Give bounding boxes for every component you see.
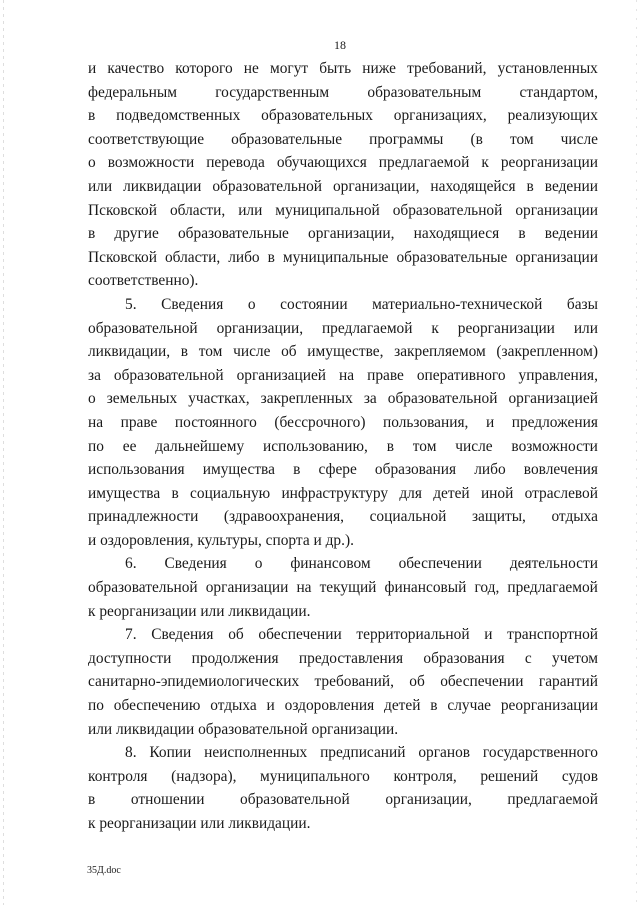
line-text: и оздоровления, культуры, спорта и др.). bbox=[88, 531, 354, 549]
word: за bbox=[363, 390, 377, 408]
word: соответствующие bbox=[88, 130, 205, 148]
word: образовательной bbox=[88, 579, 198, 597]
word: ведении bbox=[544, 225, 598, 243]
word: о bbox=[247, 295, 256, 313]
word: организации, bbox=[308, 225, 395, 243]
word: обеспечении bbox=[258, 626, 342, 644]
word: в bbox=[180, 343, 189, 361]
word: предложения bbox=[511, 413, 598, 431]
word: материально-технической bbox=[372, 295, 543, 313]
word: либо bbox=[474, 461, 506, 479]
text-line bbox=[88, 647, 598, 671]
word: другие bbox=[114, 225, 159, 243]
word: реорганизации bbox=[500, 697, 598, 715]
word: 8. bbox=[125, 744, 137, 762]
word: муниципального bbox=[260, 767, 370, 785]
word: использованию, bbox=[262, 437, 368, 455]
document-body bbox=[88, 57, 598, 836]
word: Копии bbox=[149, 744, 192, 762]
text-line bbox=[88, 505, 598, 529]
word: государственного bbox=[482, 744, 598, 762]
line-text: или ликвидации образовательной организации. bbox=[88, 720, 399, 738]
word: неисполненных bbox=[204, 744, 308, 762]
word: принадлежности bbox=[88, 508, 199, 526]
word: решений bbox=[480, 767, 539, 785]
scan-edge-right bbox=[636, 0, 637, 905]
line-text: к реорганизации или ликвидации. bbox=[88, 602, 311, 620]
word: финансовый bbox=[384, 579, 467, 597]
word: контроля bbox=[88, 767, 148, 785]
line-text: к реорганизации или ликвидации. bbox=[88, 815, 311, 832]
word: инфраструктуру bbox=[281, 484, 389, 502]
text-line bbox=[88, 128, 598, 152]
word: праве bbox=[120, 413, 158, 431]
word: и bbox=[266, 697, 275, 715]
word: качество bbox=[107, 60, 165, 77]
word: (здравоохранения, bbox=[223, 508, 345, 526]
word: находящиеся bbox=[413, 225, 500, 243]
word: об bbox=[409, 673, 425, 691]
word: детей bbox=[384, 697, 421, 715]
word: в bbox=[88, 791, 96, 809]
word: закрепляемом bbox=[394, 343, 486, 361]
word: организации bbox=[515, 248, 598, 266]
word: муниципальной bbox=[275, 201, 380, 219]
word: 7. bbox=[125, 626, 137, 644]
word: или bbox=[238, 201, 263, 219]
word: 5. bbox=[125, 295, 137, 313]
word: числе bbox=[233, 343, 271, 361]
word: праве bbox=[367, 366, 404, 384]
word: в bbox=[518, 225, 526, 243]
word: организации bbox=[205, 579, 289, 597]
text-line bbox=[88, 269, 598, 293]
word: Сведения bbox=[164, 555, 227, 573]
word: быть bbox=[319, 60, 352, 77]
paragraph-item-7 bbox=[88, 623, 598, 741]
word: оперативного bbox=[416, 366, 506, 384]
text-line bbox=[88, 670, 598, 694]
word: могут bbox=[269, 60, 309, 77]
word: о bbox=[254, 555, 263, 573]
word: социальной bbox=[369, 508, 447, 526]
word: закрепленных bbox=[260, 390, 353, 408]
word: предлагаемой bbox=[378, 154, 470, 172]
paragraph-item-6 bbox=[88, 552, 598, 623]
word: в bbox=[386, 437, 394, 455]
text-line bbox=[88, 411, 598, 435]
word: доступности bbox=[88, 649, 172, 667]
word: пользования, bbox=[382, 413, 469, 431]
line-text: соответственно). bbox=[88, 272, 199, 290]
word: постоянного bbox=[174, 413, 257, 431]
word: образовательные bbox=[231, 130, 343, 148]
word: отношении bbox=[130, 791, 205, 809]
word: возможности bbox=[107, 154, 195, 172]
word: программы bbox=[369, 130, 444, 148]
word: к bbox=[481, 154, 489, 172]
word: санитарно-эпидемиологических bbox=[88, 673, 300, 691]
word: реорганизации bbox=[500, 154, 598, 172]
word: ниже bbox=[362, 60, 396, 77]
word: Сведения bbox=[151, 626, 214, 644]
word: возможности bbox=[511, 437, 598, 455]
word: том bbox=[412, 437, 437, 455]
word: управления, bbox=[518, 366, 598, 384]
text-line bbox=[88, 340, 598, 364]
word: предлагаемой bbox=[507, 579, 598, 597]
word: организации bbox=[515, 201, 598, 219]
word: образовательные bbox=[177, 225, 289, 243]
word: образовательным bbox=[367, 83, 482, 101]
word: вовлечения bbox=[523, 461, 598, 479]
word: по bbox=[88, 437, 104, 455]
word: на bbox=[339, 366, 355, 384]
word: образовательной bbox=[212, 177, 323, 195]
word: продолжения bbox=[191, 649, 279, 667]
text-line bbox=[88, 222, 598, 246]
word: гарантий bbox=[538, 673, 598, 691]
word: текущий bbox=[319, 579, 377, 597]
word: предлагаемой bbox=[507, 791, 598, 809]
word: земельных bbox=[106, 390, 178, 408]
word: (бессрочного) bbox=[274, 413, 366, 431]
word: судов bbox=[561, 767, 598, 785]
word: образования bbox=[423, 649, 505, 667]
word: или bbox=[88, 177, 113, 195]
text-line bbox=[88, 317, 598, 341]
scan-edge-left bbox=[3, 0, 4, 905]
word: использования bbox=[88, 461, 185, 479]
word: и bbox=[485, 413, 495, 431]
word: числе bbox=[560, 130, 598, 148]
word: об bbox=[228, 626, 244, 644]
word: организацией bbox=[236, 366, 327, 384]
word: базы bbox=[566, 295, 598, 313]
word: числе bbox=[455, 437, 493, 455]
text-line bbox=[88, 57, 598, 81]
paragraph-continuation bbox=[88, 57, 598, 293]
text-line bbox=[88, 482, 598, 506]
word: образовательных bbox=[261, 107, 373, 125]
word: предоставления bbox=[298, 649, 404, 667]
text-line bbox=[88, 765, 598, 789]
word: муниципальные bbox=[282, 248, 389, 266]
text-line bbox=[88, 600, 598, 624]
text-line bbox=[88, 694, 598, 718]
word: органов bbox=[418, 744, 471, 762]
text-line bbox=[88, 199, 598, 223]
word: подведомственных bbox=[116, 107, 241, 125]
word: организацией bbox=[508, 390, 598, 408]
word: в bbox=[267, 248, 275, 266]
text-line bbox=[88, 175, 598, 199]
word: деятельности bbox=[509, 555, 598, 573]
word: территориальной bbox=[356, 626, 470, 644]
word: образовательной bbox=[387, 390, 498, 408]
word: транспортной bbox=[507, 626, 598, 644]
word: том bbox=[198, 343, 223, 361]
word: обеспечению bbox=[113, 697, 201, 715]
word: организации, bbox=[385, 791, 472, 809]
word: обеспечении bbox=[398, 555, 482, 573]
word: установленных bbox=[497, 60, 598, 77]
word: финансовом bbox=[290, 555, 371, 573]
word: предлагаемой bbox=[321, 319, 413, 337]
word: находящейся bbox=[430, 177, 516, 195]
word: образовательной bbox=[392, 201, 503, 219]
word: случае bbox=[447, 697, 492, 715]
word: государственным bbox=[215, 83, 330, 101]
word: дальнейшему bbox=[155, 437, 245, 455]
word: (надзора), bbox=[171, 767, 237, 785]
word: (в bbox=[470, 130, 483, 148]
text-line bbox=[88, 812, 598, 836]
word: имуществе, bbox=[307, 343, 384, 361]
page-number: 18 bbox=[334, 38, 346, 52]
text-line bbox=[88, 458, 598, 482]
word: иной bbox=[480, 484, 514, 502]
word: стандартом, bbox=[519, 83, 598, 101]
word: участках, bbox=[188, 390, 250, 408]
word: Сведения bbox=[161, 295, 224, 313]
word: перевода bbox=[206, 154, 265, 172]
word: (закрепленном) bbox=[496, 343, 598, 361]
text-line bbox=[88, 104, 598, 128]
word: образовательные bbox=[396, 248, 508, 266]
word: федеральным bbox=[88, 83, 177, 101]
text-line bbox=[88, 81, 598, 105]
paragraph-item-8 bbox=[88, 741, 598, 835]
word: в bbox=[88, 107, 96, 125]
word: организации, bbox=[332, 177, 420, 195]
word: за bbox=[88, 366, 101, 384]
word: на bbox=[296, 579, 312, 597]
word: обеспечении bbox=[440, 673, 524, 691]
word: образовательной bbox=[88, 319, 198, 337]
word: о bbox=[88, 154, 96, 172]
text-line bbox=[88, 718, 598, 742]
word: и bbox=[484, 626, 493, 644]
word: и bbox=[88, 60, 97, 77]
word: ведении bbox=[544, 177, 598, 195]
word: состоянии bbox=[280, 295, 348, 313]
text-line bbox=[88, 435, 598, 459]
word: образования bbox=[374, 461, 457, 479]
word: защиты, bbox=[471, 508, 526, 526]
text-line bbox=[88, 364, 598, 388]
word: контроля, bbox=[393, 767, 457, 785]
word: либо bbox=[228, 248, 260, 266]
footer-filename: 35Д.doc bbox=[87, 865, 121, 876]
word: об bbox=[281, 343, 297, 361]
word: в bbox=[293, 461, 301, 479]
word: ликвидации bbox=[123, 177, 202, 195]
word: о bbox=[88, 390, 96, 408]
word: образовательной bbox=[240, 791, 350, 809]
word: год, bbox=[474, 579, 500, 597]
paragraph-item-5 bbox=[88, 293, 598, 553]
word: на bbox=[88, 413, 104, 431]
word: ее bbox=[122, 437, 137, 455]
word: Псковской bbox=[88, 201, 157, 219]
word: с bbox=[524, 649, 532, 667]
word: имущества bbox=[88, 484, 161, 502]
word: ликвидации, bbox=[88, 343, 171, 361]
word: к bbox=[431, 319, 439, 337]
word: Псковской bbox=[88, 248, 157, 266]
word: сфере bbox=[318, 461, 357, 479]
word: отраслевой bbox=[524, 484, 598, 502]
word: обучающихся bbox=[276, 154, 367, 172]
word: оздоровления bbox=[284, 697, 375, 715]
word: реорганизации bbox=[457, 319, 555, 337]
text-line bbox=[88, 623, 598, 647]
text-line bbox=[88, 741, 598, 765]
word: социальную bbox=[190, 484, 271, 502]
word: в bbox=[88, 225, 96, 243]
word: том bbox=[509, 130, 534, 148]
text-line bbox=[88, 529, 598, 553]
word: имущества bbox=[202, 461, 275, 479]
word: в bbox=[171, 484, 179, 502]
word: отдыха bbox=[551, 508, 598, 526]
word: в bbox=[526, 177, 534, 195]
word: детей bbox=[433, 484, 470, 502]
word: 6. bbox=[125, 555, 137, 573]
text-line bbox=[88, 246, 598, 270]
word: или bbox=[573, 319, 598, 337]
word: которого bbox=[175, 60, 233, 77]
word: реализующих bbox=[507, 107, 598, 125]
word: для bbox=[399, 484, 422, 502]
word: образовательной bbox=[113, 366, 224, 384]
word: не bbox=[243, 60, 259, 77]
word: области, bbox=[164, 248, 221, 266]
word: отдыха bbox=[210, 697, 257, 715]
word: учетом bbox=[552, 649, 598, 667]
word: по bbox=[88, 697, 104, 715]
text-line bbox=[88, 576, 598, 600]
word: организациях, bbox=[393, 107, 487, 125]
text-line bbox=[88, 552, 598, 576]
word: требований, bbox=[314, 673, 394, 691]
text-line bbox=[88, 293, 598, 317]
word: организации, bbox=[216, 319, 304, 337]
word: требований, bbox=[407, 60, 487, 77]
text-line bbox=[88, 788, 598, 812]
word: области, bbox=[169, 201, 226, 219]
word: в bbox=[430, 697, 438, 715]
word: предписаний bbox=[320, 744, 406, 762]
text-line bbox=[88, 387, 598, 411]
text-line bbox=[88, 151, 598, 175]
